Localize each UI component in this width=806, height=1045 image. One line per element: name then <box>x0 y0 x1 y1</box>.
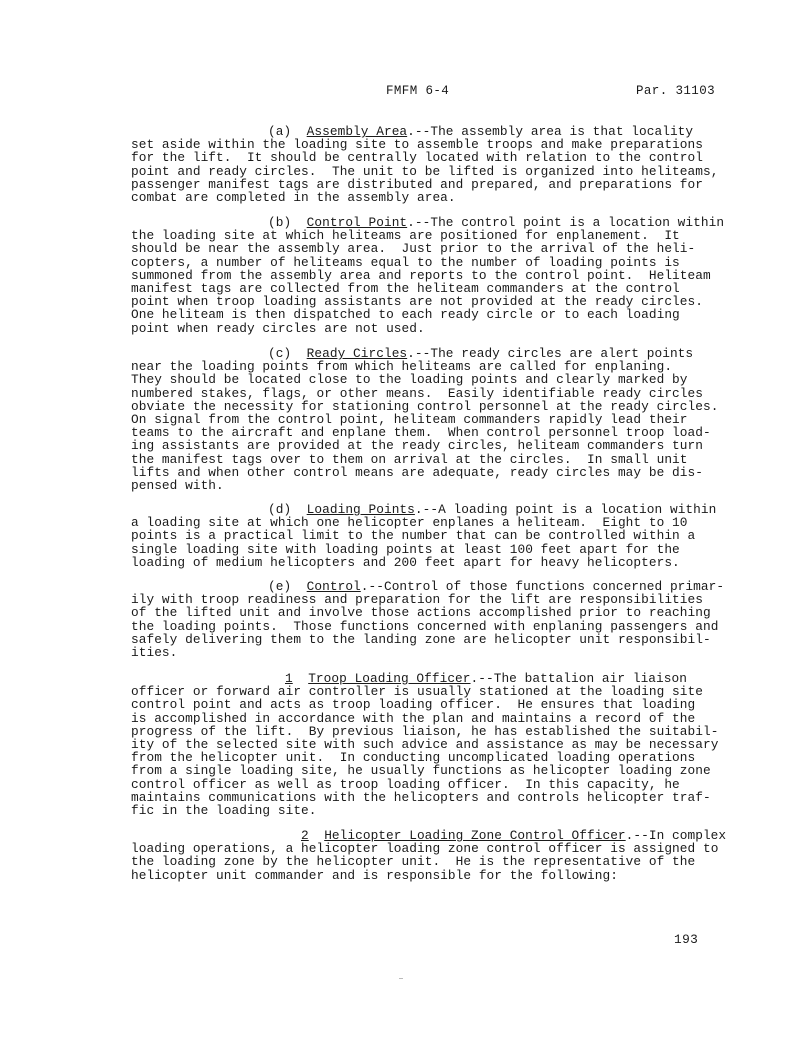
paragraph-assembly-area: (a) Assembly Area.--The assembly area is that locality set aside within the loading site to assemble troops and make preparations for the lift. It should be centrally located with relation to the control point and ready circles. The unit to be lifted is organized into heliteams, passenger manifest tags are distributed and prepared, and preparations for combat are completed in the assembly area. <box>131 124 719 206</box>
para-title: Control <box>306 579 361 594</box>
para-title: Loading Points <box>306 502 415 517</box>
para-label: 2 <box>301 828 309 843</box>
para-title: Ready Circles <box>306 346 408 361</box>
para-title: Helicopter Loading Zone Control Officer <box>324 828 626 843</box>
page-number: 193 <box>674 932 699 947</box>
paragraph-ready-circles: (c) Ready Circles.--The ready circles are alert points near the loading points from which heliteams are called for enplaning. They should be located close to the loading points and clearly marked by numbered stakes, flags, or other means. Easily identifiable ready circles obviate the necessity for stationing control personnel at the ready circles. On signal from the control point, heliteam commanders rapidly lead their teams to the aircraft and enplane them. When control personnel troop load- ing assistants are provided at the ready circles, heliteam commanders turn the manifest tags over to them on arrival at the circles. In small unit lifts and when other control means are adequate, ready circles may be dis- pensed with. <box>131 346 719 494</box>
document-id: FMFM 6-4 <box>386 84 450 98</box>
para-title: Troop Loading Officer <box>308 671 471 686</box>
para-title: Assembly Area <box>306 124 408 139</box>
paragraph-loading-points: (d) Loading Points.--A loading point is a location within a loading site at which one helicopter enplanes a heliteam. Eight to 10 points is a practical limit to the number that can be controlled within a single loading site with loading points at least 100 feet apart for the loading of medium helicopters and 200 feet apart for heavy helicopters. <box>131 502 717 570</box>
para-label: (c) <box>268 346 292 361</box>
para-label: (d) <box>268 502 292 517</box>
paragraph-control: (e) Control.--Control of those functions concerned primar- ily with troop readiness and preparation for the lift are responsibilities of the lifted unit and involve those actions accomplished prior to reaching the loading points. Those functions concerned with enplaning passengers and safely delivering them to the landing zone are helicopter unit responsibil- ities. <box>131 579 725 661</box>
para-title: Control Point <box>306 215 408 230</box>
paragraph-helicopter-loading-zone-control-officer: 2 Helicopter Loading Zone Control Officer.--In complex loading operations, a helicopter loading zone control officer is assigned to the loading zone by the helicopter unit. He is the representative of the helicopter unit commander and is responsible for the following: <box>131 828 727 883</box>
paragraph-control-point: (b) Control Point.--The control point is a location within the loading site at which heliteams are positioned for enplanement. It should be near the assembly area. Just prior to the arrival of the heli- copters, a number of heliteams equal to the number of loading points is summoned from the assembly area and reports to the control point. Heliteam manifest tags are collected from the heliteam commanders at the control point when troop loading assistants are not provided at the ready circles. One heliteam is then dispatched to each ready circle or to each loading point when ready circles are not used. <box>131 215 725 336</box>
scan-speck <box>399 978 403 979</box>
paragraph-troop-loading-officer: 1 Troop Loading Officer.--The battalion air liaison officer or forward air controller is usually stationed at the loading site control point and acts as troop loading officer. He ensures that loading is accomplished in accordance with the plan and maintains a record of the progress of the lift. By previous liaison, he has established the suitabil- ity of the selected site with such advice and assistance as may be necessary from the helicopter unit. In conducting uncomplicated loading operations from a single loading site, he usually functions as helicopter loading zone control officer as well as troop loading officer. In this capacity, he maintains communications with the helicopters and controls helicopter traf- fic in the loading site. <box>131 671 719 819</box>
para-label: (e) <box>268 579 292 594</box>
para-label: (a) <box>268 124 292 139</box>
para-label: 1 <box>285 671 293 686</box>
para-label: (b) <box>268 215 292 230</box>
paragraph-reference: Par. 31103 <box>636 84 716 98</box>
